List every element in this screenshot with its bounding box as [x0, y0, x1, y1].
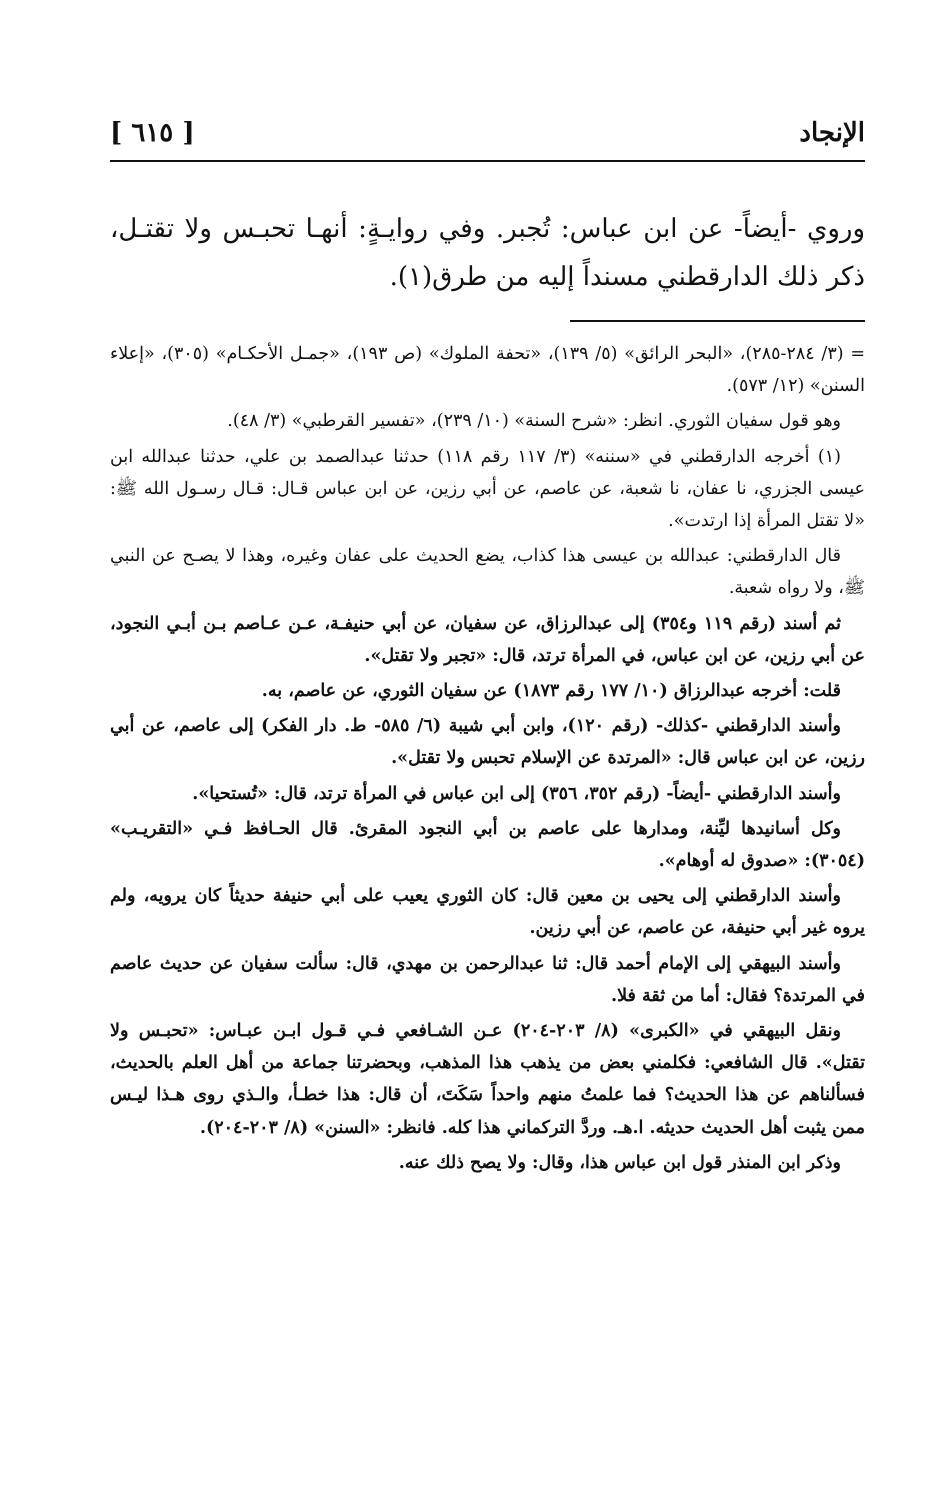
footnote-paragraph: ونقل البيهقي في «الكبرى» (٨/ ٢٠٣-٢٠٤) عـن الشـافعي فـي قـول ابـن عبـاس: «تحبـس ولا تقتل». قال الشافعي: فكلمني بعض من يذهب هذا المذهب، وبحضرتنا جماعة من أهل العلم بالحديث، فسألناهم عن هذا الحديث؟ فما علمتُ منهم واحداً سَكَتَ، أن قال: هذا خطـأ، والـذي روى هـذا ليـس ممن يثبت أهل الحديث حديثه. ا.هـ. وردَّ التركماني هذا كله. فانظر: «السنن» (٨/ ٢٠٣-٢٠٤).: [110, 1021, 865, 1138]
footnote-paragraph: وذكر ابن المنذر قول ابن عباس هذا، وقال: ولا يصح ذلك عنه.: [398, 1152, 841, 1173]
footnote-paragraph: قال الدارقطني: عبدالله بن عيسى هذا كذاب، يضع الحديث على عفان وغيره، وهذا لا يصـح عن النبي ﷺ، ولا رواه شعبة.: [110, 546, 865, 599]
page-number: [ ٦١٥ ]: [110, 118, 195, 148]
footnote-paragraph: قلت: أخرجه عبدالرزاق (١٠/ ١٧٧ رقم ١٨٧٣) عن سفيان الثوري، عن عاصم، به.: [261, 681, 841, 702]
footnote-paragraph: وأسند الدارقطني -أيضاً- (رقم ٣٥٢، ٣٥٦) إلى ابن عباس في المرأة ترتد، قال: «تُستحيا».: [192, 783, 841, 804]
footnote-separator: [570, 320, 865, 322]
header-rule: [110, 160, 865, 162]
book-title: الإنجاد: [799, 118, 865, 148]
footnote-paragraph: وأسند البيهقي إلى الإمام أحمد قال: ثنا عبدالرحمن بن مهدي، قال: سألت سفيان عن حديث عاصم في المرتدة؟ فقال: أما من ثقة فلا.: [110, 953, 865, 1006]
main-paragraph: وروي -أيضاً- عن ابن عباس: تُجبر. وفي روايـةٍ: أنهـا تحبـس ولا تقتـل، ذكر ذلك الدارقطني مسنداً إليه من طرق(١).: [110, 214, 865, 292]
footnote-continuation: = (٣/ ٢٨٤-٢٨٥)، «البحر الرائق» (٥/ ١٣٩)، «تحفة الملوك» (ص ١٩٣)، «جمـل الأحكـام» (٣٠٥)، «إعلاء السنن» (١٢/ ٥٧٣).: [110, 344, 865, 397]
page-header: [110, 118, 865, 162]
footnote-paragraph: وكل أسانيدها ليِّنة، ومدارها على عاصم بن أبي النجود المقرئ. قال الحـافظ فـي «التقريـب» (٣٠٥٤): «صدوق له أوهام».: [110, 818, 865, 872]
main-text: [110, 205, 865, 301]
footnote-paragraph: وأسند الدارقطني -كذلك- (رقم ١٢٠)، وابن أبي شيبة (٦/ ٥٨٥- ط. دار الفكر) إلى عاصم، عن أبي رزين، عن ابن عباس قال: «المرتدة عن الإسلام تحبس ولا تقتل».: [110, 716, 865, 769]
footnote-1: (١) أخرجه الدارقطني في «سننه» (٣/ ١١٧ رقم ١١٨) حدثنا عبدالصمد بن علي، حدثنا عبدالله ابن عيسى الجزري، نا عفان، نا شعبة، عن عاصم، عن أبي رزين، عن ابن عباس قـال: قـال رسـول الله ﷺ: «لا تقتل المرأة إذا ارتدت».: [110, 446, 865, 532]
footnote-paragraph: وهو قول سفيان الثوري. انظر: «شرح السنة» (١٠/ ٢٣٩)، «تفسير القرطبي» (٣/ ٤٨).: [227, 411, 841, 432]
footnotes: [110, 338, 865, 1182]
footnote-paragraph: ثم أسند (رقم ١١٩ و٣٥٤) إلى عبدالرزاق، عن سفيان، عن أبي حنيفـة، عـن عـاصم بـن أبـي النجود، عن أبي رزين، عن ابن عباس، في المرأة ترتد، قال: «تجبر ولا تقتل».: [110, 613, 865, 666]
footnote-paragraph: وأسند الدارقطني إلى يحيى بن معين قال: كان الثوري يعيب على أبي حنيفة حديثاً كان يرويه، ولم يروه غير أبي حنيفة، عن عاصم، عن أبي رزين.: [110, 886, 865, 939]
